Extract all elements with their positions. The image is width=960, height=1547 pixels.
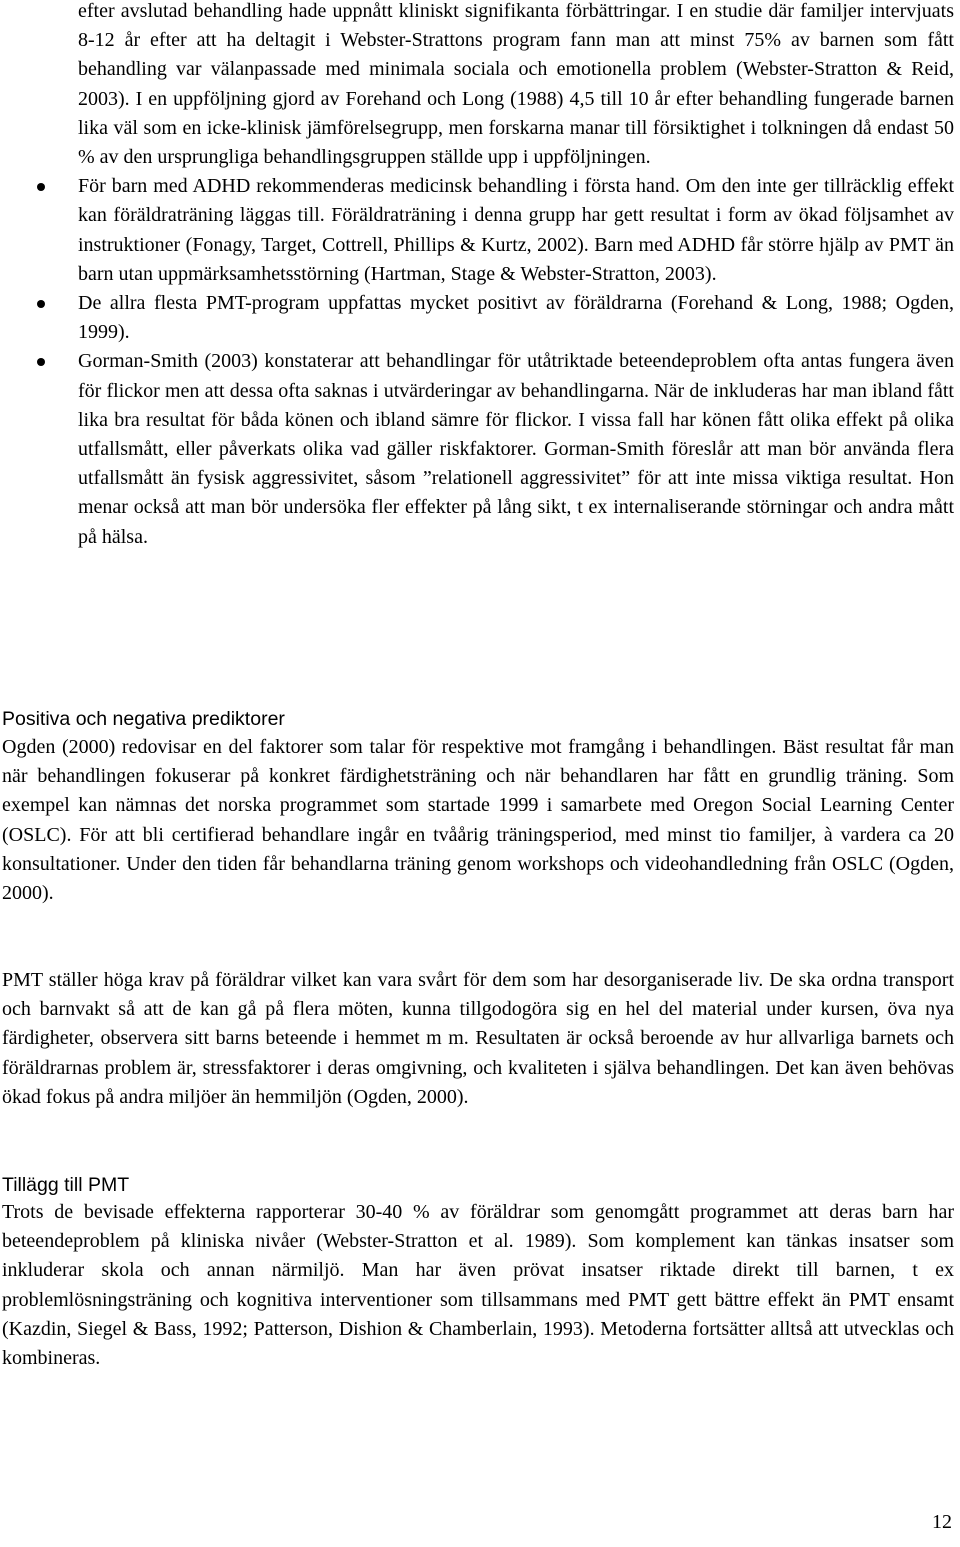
list-item [0,347,960,551]
bullet-text: De allra flesta PMT-program uppfattas mycket positivt av föräldrarna (Forehand & Long, 1988; Ogden, 1999). [78,292,954,344]
section-heading-prediktorer: Positiva och negativa prediktorer [2,708,285,730]
paragraph: Trots de bevisade effekterna rapporterar 30-40 % av föräldrar som genomgått programmet att deras barn har beteendeproblem på kliniska nivåer (Webster-Stratton et al. 1989). Som komplement kan tänkas insatser som inkluderar skola och annan närmiljö. Man har även prövat insatser riktade direkt till barnen, t ex problemlösningsträning och kognitiva interventioner som tillsammans med PMT gett bättre effekt än PMT ensamt (Kazdin, Siegel & Bass, 1992; Patterson, Dishion & Chamberlain, 1993). Metoderna fortsätter alltså att utvecklas och kombineras. [2,1201,954,1370]
paragraph: PMT ställer höga krav på föräldrar vilket kan vara svårt för dem som har desorganiserade liv. De ska ordna transport och barnvakt så att de kan gå på flera möten, kunna tillgodogöra sig en hel del material under kursen, öva nya färdigheter, observera sitt barns beteende i hemmet m m. Resultaten är också beroende av hur allvarliga barnets och föräldrarnas problem är, stressfaktorer i deras omgivning, och kvaliteten i själva behandlingen. Det kan även behövas ökad fokus på andra miljöer än hemmiljön (Ogden, 2000). [2,969,954,1108]
bullet-text: För barn med ADHD rekommenderas medicinsk behandling i första hand. Om den inte ger tillräcklig effekt kan föräldraträning läggas till. Föräldraträning i denna grupp har gett resultat i form av ökad följsamhet av instruktioner (Fonagy, Target, Cottrell, Phillips & Kurtz, 2002). Barn med ADHD får större hjälp av PMT än barn utan uppmärksamhetsstörning (Hartman, Stage & Webster-Stratton, 2003). [78,175,954,285]
list-item [0,172,960,289]
bullet-list [0,0,960,552]
bullet-icon [37,183,45,191]
paragraph: Ogden (2000) redovisar en del faktorer som talar för respektive mot framgång i behandlingen. Bäst resultat får man när behandlingen fokuserar på konkret färdighetsträning och när behandlaren har fått en grundlig träning. Som exempel kan nämnas det norska programmet som startade 1999 i samarbete med Oregon Social Learning Center (OSLC). För att bli certifierad behandlare ingår en tvåårig träningsperiod, med minst tio familjer, à vardera ca 20 konsultationer. Under den tiden får behandlarna träning genom workshops och videohandledning från OSLC (Ogden, 2000). [2,736,954,905]
list-item [0,289,960,347]
list-item-continued [0,0,960,172]
bullet-text: Gorman-Smith (2003) konstaterar att behandlingar för utåtriktade beteendeproblem ofta antas fungera även för flickor men att dessa ofta saknas i utvärderingar av behandlingarna. När de inkluderas har man ibland fått lika bra resultat för båda könen och ibland sämre för flickor. I vissa fall har könen fått olika effekt på olika utfallsmått, eller påverkats olika vad gäller riskfaktorer. Gorman-Smith föreslår att man bör använda flera utfallsmått än fysisk aggressivitet, såsom ”relationell aggressivitet” för att inte missa viktiga resultat. Hon menar också att man bör undersöka fler effekter på lång sikt, t ex internaliserande störningar och andra mått på hälsa. [78,350,954,548]
bullet-icon [37,358,45,366]
page-number: 12 [932,1511,952,1533]
section-heading-tillagg: Tillägg till PMT [2,1174,130,1196]
bullet-icon [37,300,45,308]
bullet-text: efter avslutad behandling hade uppnått kliniskt signifikanta förbättringar. I en studie där familjer intervjuats 8-12 år efter att ha deltagit i Webster-Strattons program fann man att minst 75% av barnen som fått behandling var välanpassade med minimala sociala och emotionella problem (Webster-Stratton & Reid, 2003). I en uppföljning gjord av Forehand och Long (1988) 4,5 till 10 år efter behandling fungerade barnen lika väl som en icke-klinisk jämförelsegrupp, men forskarna manar till försiktighet i tolkningen då endast 50 % av den ursprungliga behandlingsgruppen ställde upp i uppföljningen. [78,0,954,169]
